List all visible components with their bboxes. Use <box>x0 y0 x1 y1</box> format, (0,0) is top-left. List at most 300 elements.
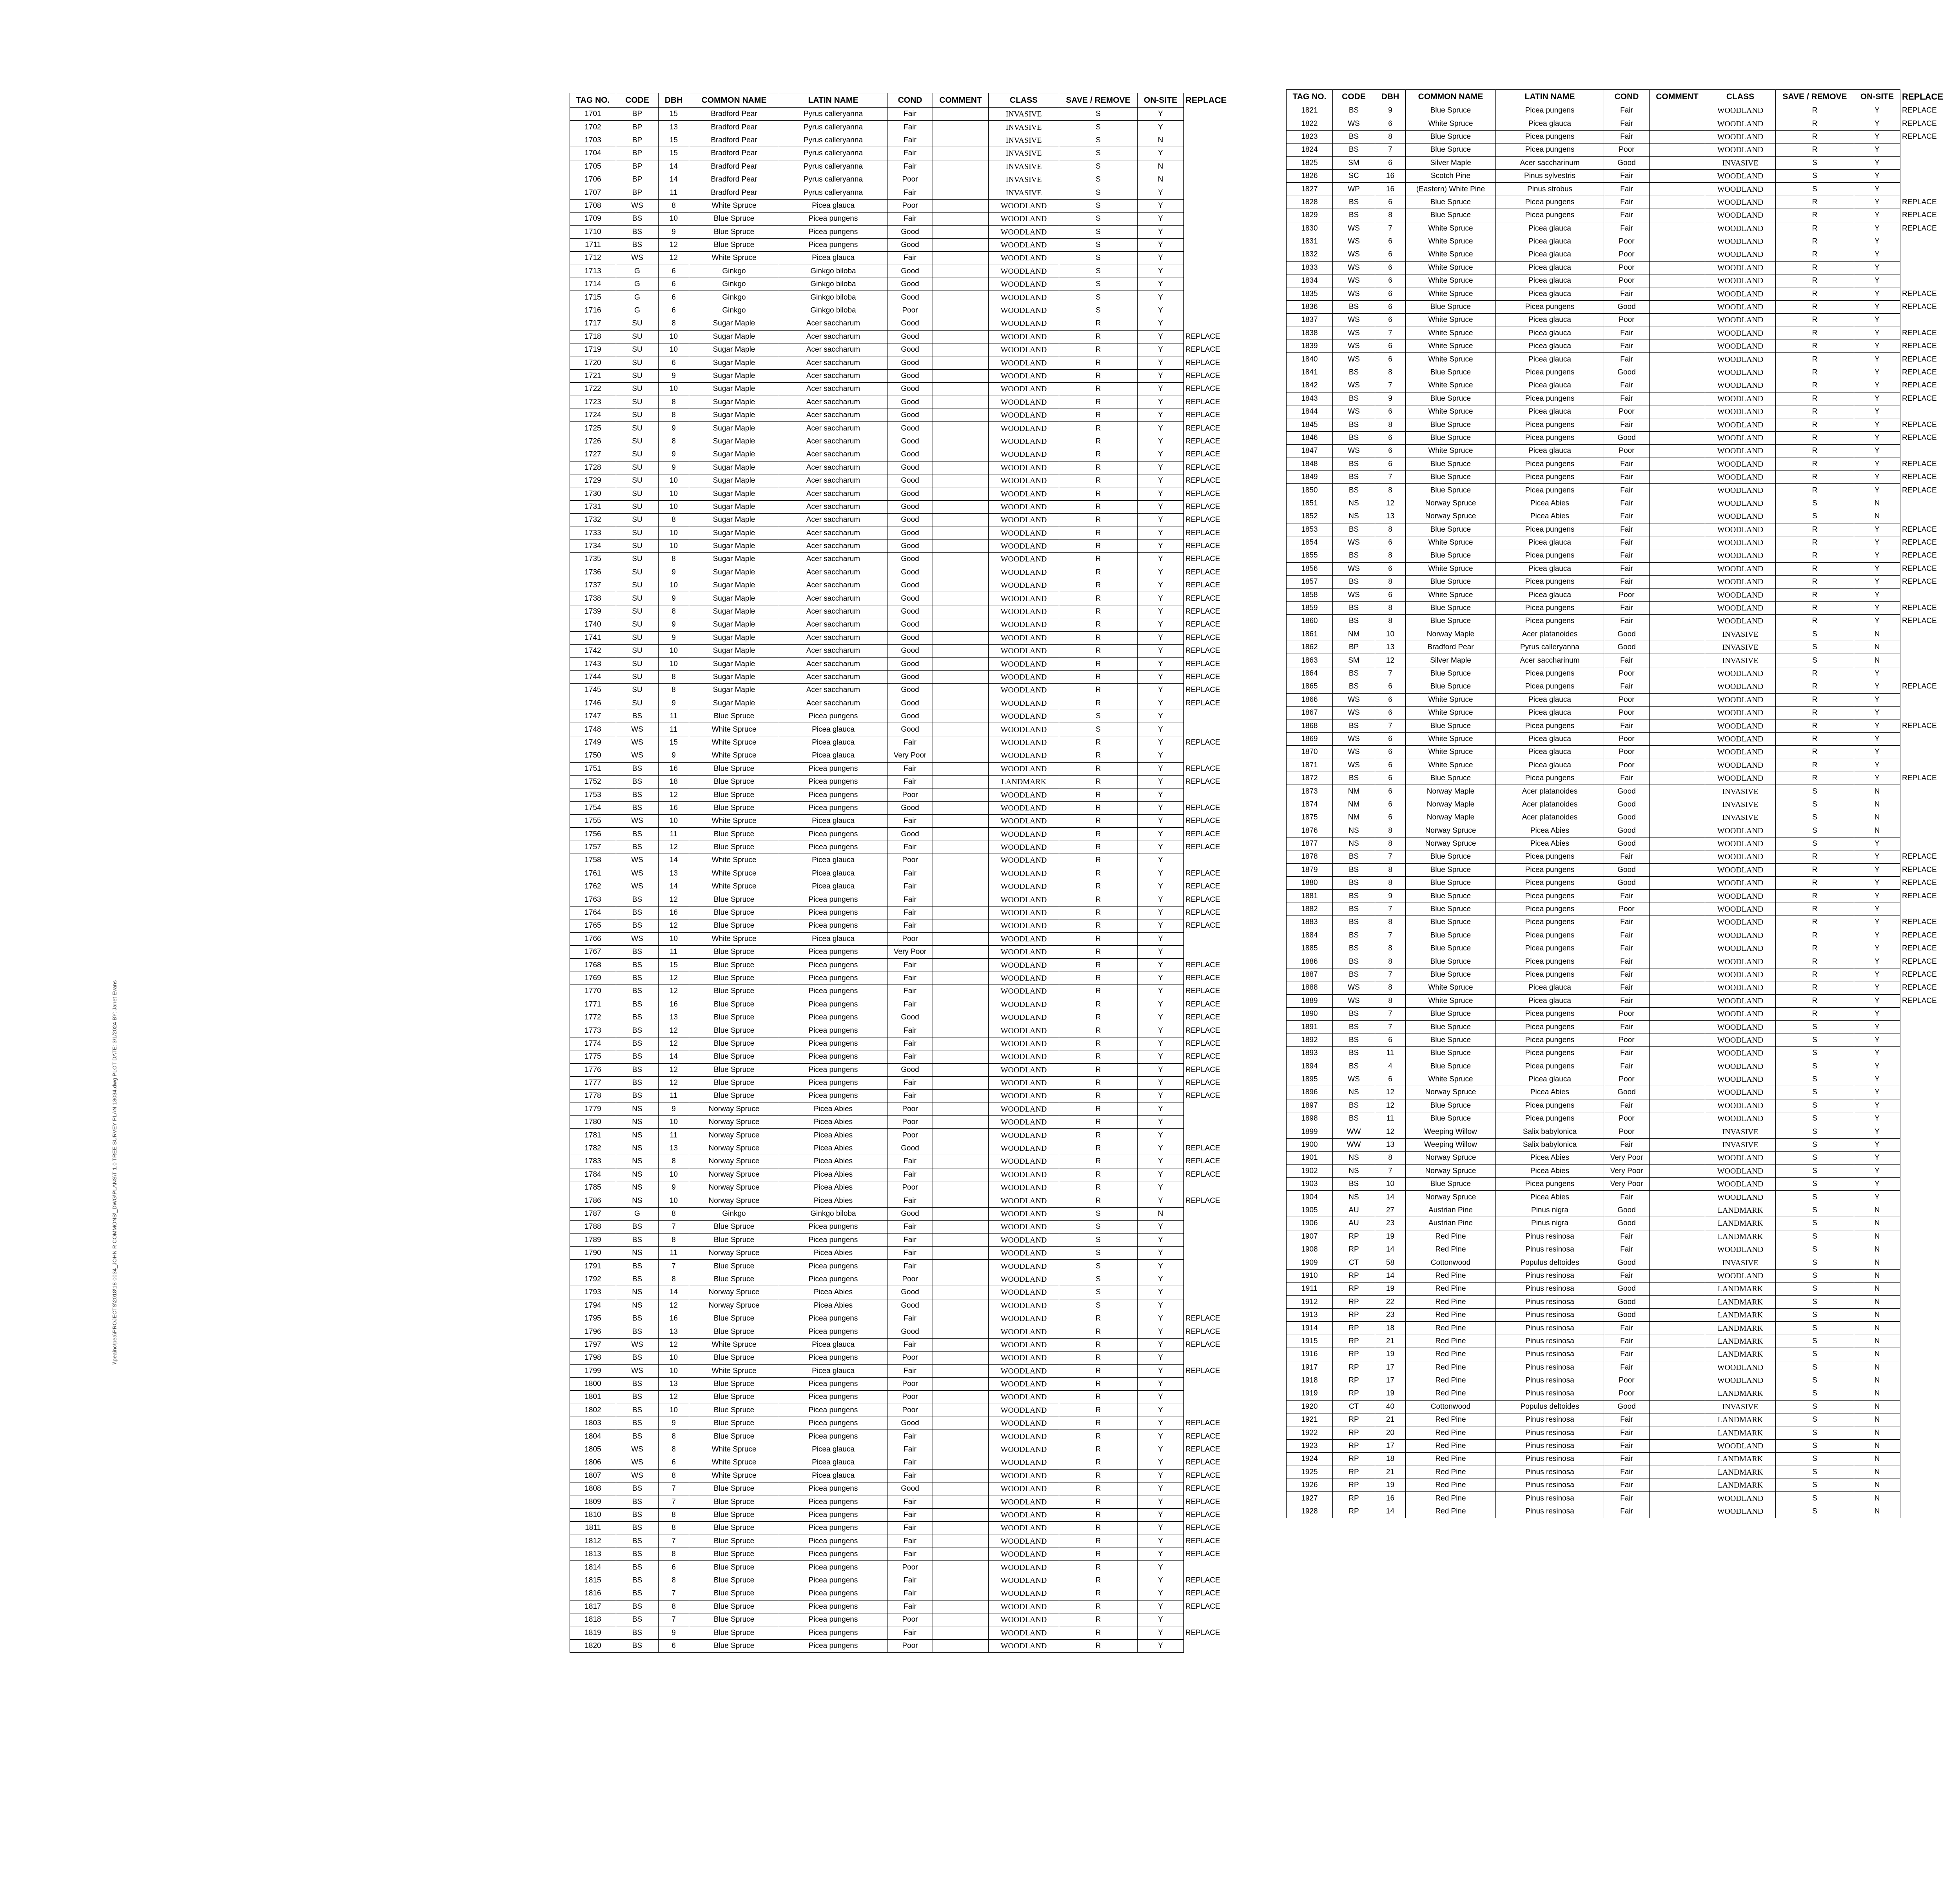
table-cell: 16 <box>1375 169 1406 182</box>
table-cell: 11 <box>1375 1112 1406 1125</box>
file-path: \\peainc\pea\PROJECTS\2018\18-0034_JOHN R COMMONS\_DWG\PLANS\T-1.0 TREE SURVEY PLAN-18034.dwg PLOT DATE: 3/1/2024 BY: Janet Evans <box>111 980 118 1364</box>
table-cell: REPLACE <box>1902 460 1937 468</box>
table-cell: REPLACE <box>1185 1092 1220 1100</box>
table-cell: Y <box>1138 893 1184 906</box>
table-row <box>570 1495 1239 1508</box>
table-cell: Blue Spruce <box>1406 300 1496 313</box>
table-cell: 1735 <box>570 553 616 566</box>
table-cell <box>1900 667 1955 680</box>
table-row <box>1287 994 1955 1007</box>
table-cell: Blue Spruce <box>689 1011 779 1024</box>
table-cell: R <box>1059 972 1138 985</box>
table-cell <box>1900 732 1955 745</box>
table-row <box>570 1325 1239 1338</box>
table-cell: Acer saccharum <box>779 500 887 513</box>
table-cell: 1895 <box>1287 1073 1333 1086</box>
table-cell: Red Pine <box>1406 1492 1496 1505</box>
table-cell: 1886 <box>1287 955 1333 968</box>
table-cell: BS <box>1333 144 1375 156</box>
table-cell: Y <box>1854 458 1900 470</box>
table-cell: 1769 <box>570 972 616 985</box>
table-cell: LANDMARK <box>1705 1413 1776 1426</box>
table-cell: 1842 <box>1287 379 1333 392</box>
table-cell: WOODLAND <box>1705 1152 1776 1164</box>
table-cell: 23 <box>1375 1217 1406 1230</box>
table-row <box>570 1050 1239 1063</box>
table-cell: Y <box>1854 470 1900 483</box>
table-cell: G <box>616 1207 659 1220</box>
table-cell: 15 <box>659 108 689 121</box>
table-cell: 1919 <box>1287 1387 1333 1400</box>
table-cell: WOODLAND <box>989 605 1059 618</box>
table-cell <box>933 396 989 409</box>
table-row <box>570 1456 1239 1469</box>
table-cell: WOODLAND <box>989 998 1059 1011</box>
table-cell: BS <box>616 998 659 1011</box>
table-cell: WOODLAND <box>989 723 1059 736</box>
table-cell: REPLACE <box>1902 368 1937 376</box>
table-cell: 1840 <box>1287 353 1333 366</box>
table-cell: 1786 <box>570 1194 616 1207</box>
table-cell: S <box>1776 1322 1854 1335</box>
table-cell: Picea glauca <box>1496 536 1604 549</box>
table-cell: Sugar Maple <box>689 527 779 540</box>
table-row <box>1287 1191 1955 1204</box>
table-cell: White Spruce <box>689 932 779 945</box>
table-cell: BS <box>1333 942 1375 955</box>
table-cell <box>1650 576 1705 589</box>
table-cell: Blue Spruce <box>689 1090 779 1103</box>
table-cell <box>933 487 989 500</box>
table-row <box>1287 615 1955 628</box>
table-row <box>1287 1152 1955 1164</box>
table-cell <box>1650 418 1705 431</box>
table-cell: Picea pungens <box>779 828 887 841</box>
table-cell: R <box>1059 618 1138 631</box>
table-cell: 6 <box>1375 235 1406 248</box>
table-cell: REPLACE <box>1902 682 1937 691</box>
table-cell: Picea pungens <box>1496 1060 1604 1073</box>
table-row <box>570 828 1239 841</box>
table-cell: BP <box>616 134 659 147</box>
table-cell: S <box>1059 1273 1138 1286</box>
table-cell: SU <box>616 684 659 697</box>
table-cell: 9 <box>659 697 689 710</box>
table-cell: Picea glauca <box>779 854 887 867</box>
table-cell: 1708 <box>570 199 616 212</box>
table-cell: WOODLAND <box>1705 314 1776 327</box>
table-cell: Blue Spruce <box>689 985 779 998</box>
table-cell: R <box>1059 841 1138 854</box>
table-cell: 13 <box>1375 510 1406 523</box>
table-cell: S <box>1059 134 1138 147</box>
table-cell: Good <box>887 697 933 710</box>
table-row <box>1287 287 1955 300</box>
table-cell: White Spruce <box>1406 405 1496 418</box>
table-row <box>1287 1439 1955 1452</box>
table-cell: SU <box>616 448 659 461</box>
table-row <box>570 225 1239 238</box>
table-cell: 10 <box>1375 1178 1406 1191</box>
table-cell: R <box>1059 1194 1138 1207</box>
table-cell: Acer saccharum <box>779 369 887 382</box>
table-cell: 1885 <box>1287 942 1333 955</box>
table-cell: White Spruce <box>689 867 779 880</box>
table-cell <box>1184 121 1239 134</box>
table-cell: R <box>1059 658 1138 670</box>
table-row <box>570 278 1239 291</box>
table-cell: 17 <box>1375 1361 1406 1374</box>
table-cell: Blue Spruce <box>689 893 779 906</box>
table-cell: 6 <box>659 265 689 278</box>
table-cell <box>1650 1348 1705 1361</box>
table-row <box>570 566 1239 579</box>
table-cell: 8 <box>1375 994 1406 1007</box>
table-cell: Blue Spruce <box>1406 392 1496 405</box>
table-cell: 1815 <box>570 1574 616 1587</box>
table-cell: Y <box>1138 1404 1184 1417</box>
table-cell: Fair <box>1604 379 1650 392</box>
table-cell: 21 <box>1375 1466 1406 1479</box>
table-cell: 27 <box>1375 1204 1406 1217</box>
table-cell: S <box>1059 225 1138 238</box>
table-cell: R <box>1059 1338 1138 1351</box>
table-cell: S <box>1776 1047 1854 1060</box>
table-cell: 19 <box>1375 1283 1406 1295</box>
table-cell: R <box>1059 566 1138 579</box>
table-cell <box>933 448 989 461</box>
table-cell: Picea pungens <box>779 1561 887 1574</box>
table-cell: 12 <box>659 841 689 854</box>
table-cell: WOODLAND <box>1705 196 1776 209</box>
table-cell: 1791 <box>570 1260 616 1273</box>
table-cell: 12 <box>659 1024 689 1037</box>
table-cell: 1738 <box>570 592 616 605</box>
table-row <box>1287 968 1955 981</box>
table-row <box>1287 1047 1955 1060</box>
table-cell: WOODLAND <box>989 1391 1059 1404</box>
table-row <box>570 317 1239 330</box>
table-cell: Y <box>1138 1103 1184 1115</box>
table-cell: 6 <box>1375 772 1406 785</box>
table-cell: 14 <box>659 854 689 867</box>
table-cell: Y <box>1138 1587 1184 1600</box>
table-cell: 6 <box>1375 196 1406 209</box>
table-cell: WOODLAND <box>989 1456 1059 1469</box>
table-cell: R <box>1776 117 1854 130</box>
table-row <box>570 1312 1239 1325</box>
table-row <box>1287 300 1955 313</box>
table-cell: 1716 <box>570 304 616 317</box>
table-row <box>570 1299 1239 1312</box>
table-cell: Picea pungens <box>779 1024 887 1037</box>
table-cell: WOODLAND <box>989 1299 1059 1312</box>
table-cell: Ginkgo biloba <box>779 304 887 317</box>
table-cell: WOODLAND <box>1705 1086 1776 1099</box>
table-cell: S <box>1776 1283 1854 1295</box>
table-cell: Salix babylonica <box>1496 1138 1604 1151</box>
table-cell: REPLACE <box>1185 332 1220 341</box>
table-cell: S <box>1776 1230 1854 1243</box>
table-row <box>570 854 1239 867</box>
table-cell: 18 <box>1375 1322 1406 1335</box>
table-cell: 12 <box>659 893 689 906</box>
table-cell: Y <box>1138 1011 1184 1024</box>
table-cell: Fair <box>1604 981 1650 994</box>
table-cell: BS <box>616 1600 659 1613</box>
table-cell <box>1184 749 1239 762</box>
table-cell: S <box>1776 837 1854 850</box>
table-row <box>1287 196 1955 209</box>
table-cell: Poor <box>887 1129 933 1142</box>
table-cell: Y <box>1138 356 1184 369</box>
table-cell: LANDMARK <box>989 775 1059 788</box>
table-cell: Pinus resinosa <box>1496 1439 1604 1452</box>
table-cell <box>1900 1374 1955 1387</box>
table-cell: 1827 <box>1287 183 1333 196</box>
table-cell: Good <box>887 265 933 278</box>
table-row <box>1287 353 1955 366</box>
table-cell: WS <box>1333 222 1375 235</box>
table-cell: Pyrus calleryanna <box>779 173 887 186</box>
table-cell: INVASIVE <box>1705 641 1776 654</box>
table-cell: Good <box>887 356 933 369</box>
table-cell: WOODLAND <box>989 1548 1059 1560</box>
table-cell <box>933 684 989 697</box>
table-cell: WW <box>1333 1125 1375 1138</box>
table-cell: R <box>1776 746 1854 759</box>
table-row <box>1287 1466 1955 1479</box>
table-cell: BS <box>616 1430 659 1443</box>
table-cell: 1702 <box>570 121 616 134</box>
table-cell: WS <box>1333 706 1375 719</box>
table-cell: 17 <box>1375 1439 1406 1452</box>
table-cell <box>1900 1387 1955 1400</box>
table-cell: REPLACE <box>1902 970 1937 979</box>
table-cell: WOODLAND <box>989 880 1059 893</box>
table-cell: R <box>1776 314 1854 327</box>
table-cell: Picea Abies <box>1496 837 1604 850</box>
table-cell: INVASIVE <box>989 147 1059 160</box>
table-cell: 7 <box>1375 929 1406 942</box>
table-cell: BS <box>616 1417 659 1430</box>
table-cell: Silver Maple <box>1406 156 1496 169</box>
table-cell: Y <box>1854 1191 1900 1204</box>
table-cell: Y <box>1854 366 1900 379</box>
table-cell: Pinus resinosa <box>1496 1413 1604 1426</box>
table-cell: R <box>1059 1181 1138 1194</box>
table-cell: Picea glauca <box>779 723 887 736</box>
table-cell: Picea pungens <box>1496 680 1604 693</box>
table-cell: Y <box>1138 1233 1184 1246</box>
table-row <box>570 199 1239 212</box>
table-cell: 12 <box>659 972 689 985</box>
table-cell <box>1650 1426 1705 1439</box>
table-cell: R <box>1776 287 1854 300</box>
table-cell: Populus deltoides <box>1496 1400 1604 1413</box>
table-row <box>1287 183 1955 196</box>
table-cell: R <box>1776 470 1854 483</box>
table-row <box>1287 641 1955 654</box>
table-cell: Fair <box>1604 549 1650 562</box>
table-cell: NS <box>616 1155 659 1168</box>
table-cell: White Spruce <box>689 854 779 867</box>
table-cell: Ginkgo biloba <box>779 1207 887 1220</box>
table-cell <box>1650 1335 1705 1348</box>
table-cell: 8 <box>659 1207 689 1220</box>
table-cell: Y <box>1854 877 1900 890</box>
table-cell: 7 <box>1375 470 1406 483</box>
column-header: LATIN NAME <box>1496 90 1604 104</box>
table-cell: 6 <box>1375 811 1406 824</box>
table-cell: 8 <box>1375 863 1406 876</box>
table-cell: Fair <box>1604 1348 1650 1361</box>
table-cell <box>933 1469 989 1482</box>
table-cell: 8 <box>1375 549 1406 562</box>
table-cell: Blue Spruce <box>689 801 779 814</box>
table-cell: 1713 <box>570 265 616 278</box>
table-cell <box>933 383 989 396</box>
table-cell: Picea pungens <box>779 1535 887 1548</box>
table-cell: Acer saccharum <box>779 330 887 343</box>
table-cell <box>1650 458 1705 470</box>
table-cell: 1736 <box>570 566 616 579</box>
table-cell: 1891 <box>1287 1021 1333 1034</box>
table-cell: Pinus resinosa <box>1496 1269 1604 1282</box>
table-cell: Cottonwood <box>1406 1400 1496 1413</box>
table-cell: WOODLAND <box>989 919 1059 932</box>
table-cell: White Spruce <box>1406 274 1496 287</box>
table-row <box>570 815 1239 828</box>
table-row <box>1287 431 1955 444</box>
table-cell: R <box>1776 104 1854 117</box>
table-cell <box>1650 1295 1705 1308</box>
table-cell: S <box>1776 1204 1854 1217</box>
table-row <box>1287 497 1955 510</box>
table-cell: S <box>1776 1125 1854 1138</box>
table-cell: R <box>1059 579 1138 592</box>
table-cell: S <box>1059 1207 1138 1220</box>
table-cell: 1752 <box>570 775 616 788</box>
table-cell <box>933 265 989 278</box>
table-cell: WOODLAND <box>989 278 1059 291</box>
table-cell: Fair <box>1604 1361 1650 1374</box>
table-cell: 7 <box>1375 667 1406 680</box>
table-cell: WOODLAND <box>989 1325 1059 1338</box>
table-cell: Y <box>1854 1125 1900 1138</box>
table-cell: Fair <box>1604 470 1650 483</box>
table-cell: 1720 <box>570 356 616 369</box>
table-cell: 1877 <box>1287 837 1333 850</box>
table-cell: Good <box>887 409 933 421</box>
table-cell: Picea Abies <box>779 1142 887 1155</box>
table-row <box>1287 1387 1955 1400</box>
table-cell: 6 <box>1375 785 1406 798</box>
table-cell: Y <box>1854 890 1900 903</box>
table-cell: Poor <box>887 1404 933 1417</box>
table-cell <box>933 1129 989 1142</box>
table-cell: Blue Spruce <box>1406 576 1496 589</box>
table-cell: N <box>1854 811 1900 824</box>
table-cell: Blue Spruce <box>1406 104 1496 117</box>
table-cell: Y <box>1138 238 1184 251</box>
table-cell: WOODLAND <box>1705 850 1776 863</box>
table-row <box>1287 235 1955 248</box>
table-cell: Picea glauca <box>1496 1073 1604 1086</box>
table-cell <box>933 1116 989 1129</box>
table-cell: NS <box>1333 1086 1375 1099</box>
table-cell: 1873 <box>1287 785 1333 798</box>
table-cell: R <box>1059 1076 1138 1089</box>
table-cell: BS <box>1333 667 1375 680</box>
table-cell <box>1650 379 1705 392</box>
table-cell: N <box>1854 1413 1900 1426</box>
table-cell: G <box>616 304 659 317</box>
table-cell: SU <box>616 540 659 552</box>
table-cell: Fair <box>887 1443 933 1456</box>
table-cell: S <box>1776 1439 1854 1452</box>
table-cell: 9 <box>659 448 689 461</box>
table-cell: CT <box>1333 1400 1375 1413</box>
table-cell: Pyrus calleryanna <box>779 108 887 121</box>
table-cell: NS <box>1333 510 1375 523</box>
table-cell: WS <box>1333 759 1375 772</box>
table-cell <box>1650 117 1705 130</box>
table-cell: White Spruce <box>1406 994 1496 1007</box>
table-cell <box>1650 1256 1705 1269</box>
table-cell: N <box>1854 1361 1900 1374</box>
table-cell: 1723 <box>570 396 616 409</box>
table-row <box>570 304 1239 317</box>
table-row <box>570 134 1239 147</box>
table-row <box>570 330 1239 343</box>
table-cell: WS <box>1333 693 1375 706</box>
table-cell: R <box>1776 130 1854 143</box>
table-cell: Blue Spruce <box>689 1260 779 1273</box>
table-cell: SU <box>616 461 659 474</box>
table-cell: 1820 <box>570 1639 616 1652</box>
table-cell: 1726 <box>570 435 616 448</box>
table-cell: S <box>1059 710 1138 723</box>
table-cell: 13 <box>1375 641 1406 654</box>
table-cell: INVASIVE <box>1705 1125 1776 1138</box>
table-cell: Poor <box>1604 1007 1650 1020</box>
table-cell: N <box>1854 785 1900 798</box>
table-cell: 12 <box>659 238 689 251</box>
table-cell: BS <box>1333 1060 1375 1073</box>
table-cell: 1905 <box>1287 1204 1333 1217</box>
table-cell: Fair <box>1604 536 1650 549</box>
table-cell: Blue Spruce <box>689 1574 779 1587</box>
table-row <box>570 959 1239 972</box>
table-cell <box>1650 929 1705 942</box>
table-cell: Fair <box>887 1495 933 1508</box>
table-cell: Y <box>1138 396 1184 409</box>
table-cell <box>933 317 989 330</box>
table-cell: Y <box>1854 287 1900 300</box>
table-cell: R <box>1776 955 1854 968</box>
table-cell: 10 <box>659 1168 689 1181</box>
table-cell: REPLACE <box>1902 564 1937 573</box>
table-cell: R <box>1059 1325 1138 1338</box>
table-cell <box>1650 104 1705 117</box>
table-cell: N <box>1854 1243 1900 1256</box>
table-cell: REPLACE <box>1902 329 1937 337</box>
table-cell: REPLACE <box>1185 869 1220 877</box>
table-cell <box>1900 1283 1955 1295</box>
table-cell: Acer saccharum <box>779 383 887 396</box>
table-cell: 21 <box>1375 1335 1406 1348</box>
